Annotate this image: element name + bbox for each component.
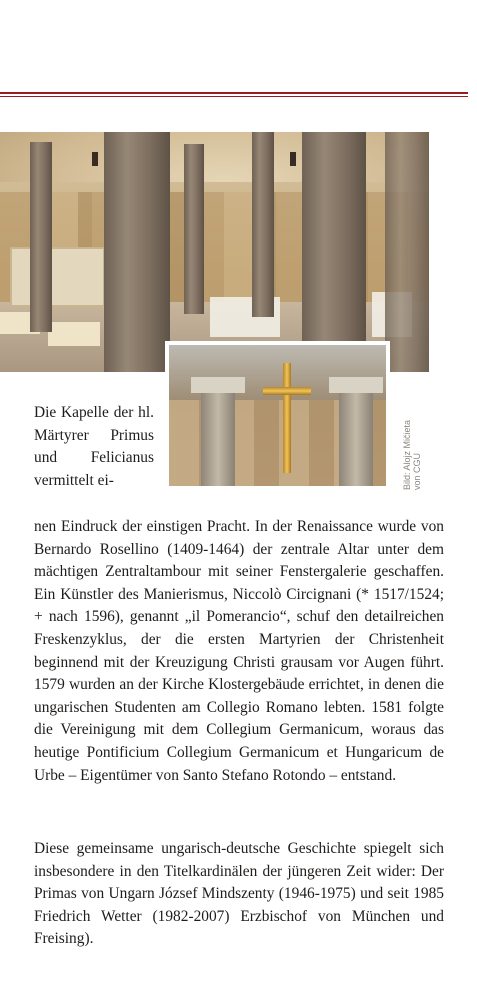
draped-table: [48, 322, 100, 346]
column: [339, 385, 373, 490]
paragraph-2: Diese gemeinsame ungarisch-deutsche Geschichte spiegelt sich insbesondere in den Titelkardinälen der jüngeren Zeit wider: Der Primas von Ungarn József Mindszenty (1946-1975) und seit 1985 Friedrich Wetter (1982-2007) Erzbischof von München und Freising).: [34, 840, 444, 948]
column: [30, 142, 52, 332]
column: [201, 385, 235, 490]
header-rule-top: [0, 92, 468, 94]
photo-credit-line1: Bild: Alojz Mičieta: [402, 419, 412, 490]
column: [104, 132, 170, 372]
column-capital: [191, 377, 245, 393]
crucifix-icon: [283, 363, 291, 473]
photo-credit: [402, 340, 422, 490]
column: [252, 132, 274, 317]
crucifix-photo: [165, 341, 390, 490]
lamp-icon: [92, 152, 98, 166]
lamp-icon: [290, 152, 296, 166]
column: [302, 132, 366, 372]
crucifix-arm: [263, 387, 311, 395]
header-rule-bottom: [0, 96, 468, 97]
column: [385, 132, 429, 372]
altar: [10, 247, 105, 307]
photo-credit-line2: von CGU: [412, 452, 422, 490]
paragraph-1: nen Eindruck der einstigen Pracht. In der Renaissance wurde von Bernardo Rosellino (1409-1464) der zentrale Altar unter dem mächtigen Zentraltambour mit seiner Fenstergalerie geschaffen. Ein Künstler des Manierismus, Niccolò Circignani (* 1517/1524; + nach 1596), genannt „il Pomerancio“, schuf den detailreichen Freskenzyklus, der die ersten Martyrien der Christenheit beginnend mit der Kreuzigung Christi grausam vor Augen führt. 1579 wurden an der Kirche Klostergebäude errichtet, in denen die ungarischen Studenten am Collegio Romano lebten. 1581 folgte die Vereinigung mit dem Collegium Germanicum, woraus das heutige Pontificium Collegium Germanicum et Hungaricum de Urbe – Eigentümer von Santo Stefano Rotondo – entstand.: [34, 518, 444, 784]
column-capital: [329, 377, 383, 393]
lead-text: Die Kapelle der hl. Märtyrer Primus und Felicianus vermittelt ei-: [34, 404, 154, 489]
church-interior-photo: [0, 132, 429, 372]
column: [184, 144, 204, 314]
